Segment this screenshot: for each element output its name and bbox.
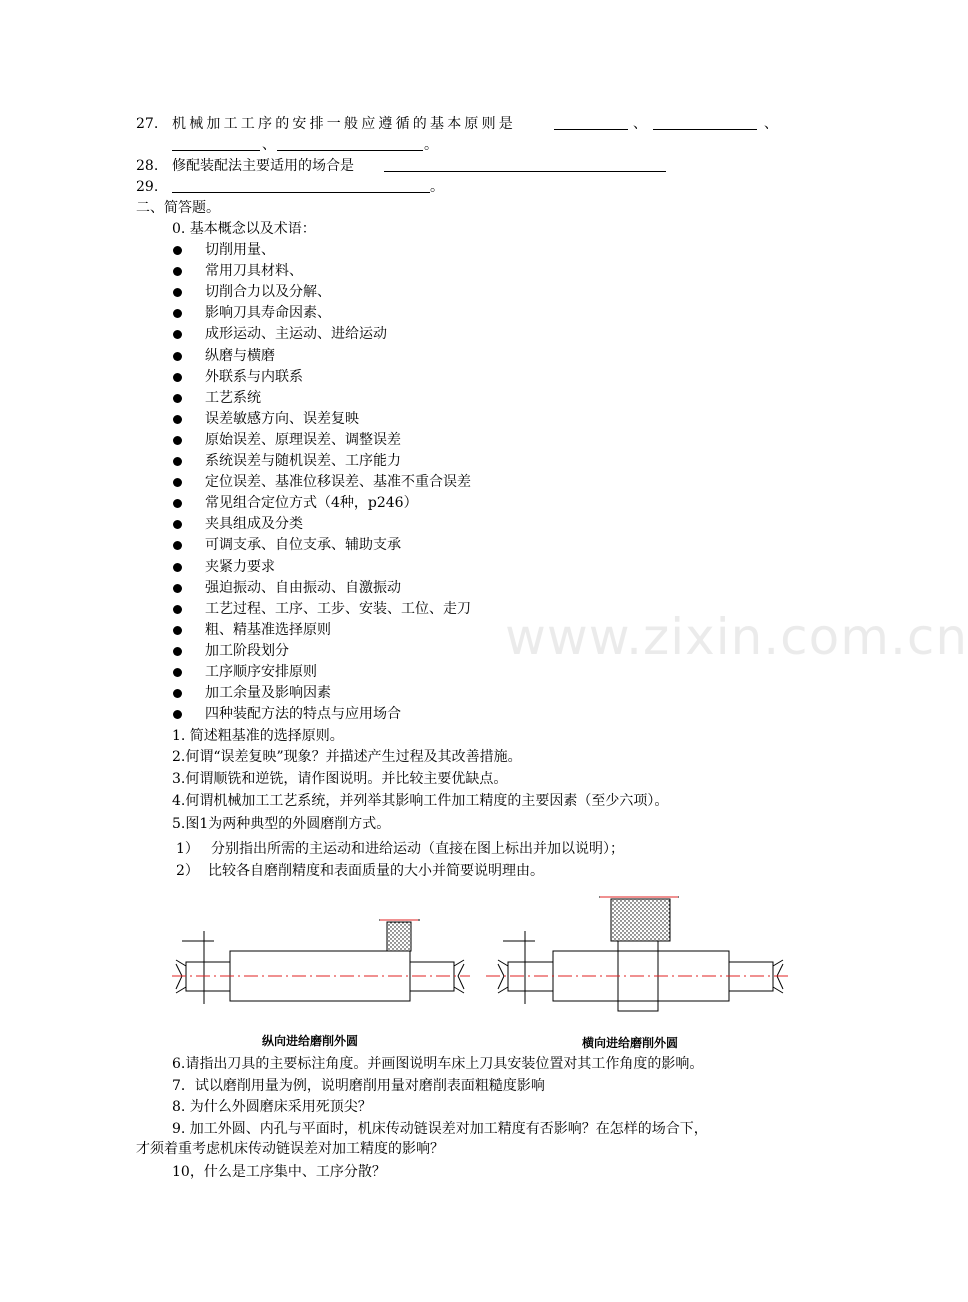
question-item: 8. 为什么外圆磨床采用死顶尖？ [172,1099,372,1115]
question-item: 6.请指出刀具的主要标注角度。并画图说明车床上刀具安装位置对其工作角度的影响。 [172,1056,704,1072]
concept-text: 外联系与内联系 [205,368,303,385]
concept-text: 四种装配方法的特点与应用场合 [205,706,401,723]
question-item: 2.何谓“误差复映”现象？并描述产生过程及其改善措施。 [172,749,522,765]
concept-text: 影响刀具寿命因素、 [205,305,331,322]
plunge-grinding-diagram [498,897,783,1011]
longitudinal-grinding-diagram [176,920,464,1004]
section-title: 二、简答题。 [136,200,220,216]
concept-text: 定位误差、基准位移误差、基准不重合误差 [205,474,471,491]
grinding-wheel-icon [387,922,411,951]
concept-text: 纵磨与横磨 [205,347,275,364]
subitem-number: 1） [176,841,199,857]
grinding-wheel-icon [611,899,670,941]
concept-text: 加工余量及影响因素 [205,685,331,702]
concept-text: 切削用量、 [205,242,275,258]
subitem-text: 分别指出所需的主运动和进给运动（直接在图上标出并加以说明）； [211,841,624,857]
period: 。 [424,137,438,153]
question-item: 5.图1为两种典型的外圆磨削方式。 [172,816,391,832]
concept-text: 常见组合定位方式（4种，p246） [205,495,418,512]
concept-text: 强迫振动、自由振动、自激振动 [205,579,401,596]
subitem-text: 比较各自磨削精度和表面质量的大小并简要说明理由。 [208,863,544,879]
question-number: 29. [136,179,159,195]
separator: 、 [262,137,276,153]
concept-text: 夹具组成及分类 [205,516,303,533]
concept-text: 加工阶段划分 [205,642,289,659]
concept-text: 粗、精基准选择原则 [205,621,331,638]
concepts-heading: 0. 基本概念以及术语： [172,221,316,237]
separator: 、 [633,116,647,132]
concept-text: 夹紧力要求 [205,558,275,575]
right-figure-caption: 横向进给磨削外圆 [582,1036,679,1050]
concept-text: 工序顺序安排原则 [205,664,317,680]
concept-text: 可调支承、自位支承、辅助支承 [205,537,401,554]
concept-text: 成形运动、主运动、进给运动 [205,326,387,343]
question-number: 28. [136,158,159,174]
question-item: 10，什么是工序集中、工序分散？ [172,1164,386,1180]
question-item: 3.何谓顺铣和逆铣，请作图说明。并比较主要优缺点。 [172,771,508,787]
left-figure-caption: 纵向进给磨削外圆 [262,1034,359,1048]
question-text: 修配装配法主要适用的场合是 [172,158,354,174]
concept-text: 切削合力以及分解、 [205,284,331,301]
question-item: 1. 简述粗基准的选择原则。 [172,728,344,744]
question-item: 7．试以磨削用量为例，说明磨削用量对磨削表面粗糙度影响 [172,1078,545,1094]
question-item: 4.何谓机械加工工艺系统，并列举其影响工件加工精度的主要因素（至少六项）。 [172,793,669,809]
question-text: 机械加工工序的安排一般应遵循的基本原则是 [172,116,516,132]
concept-text: 常用刀具材料、 [205,263,303,280]
concept-text: 工艺过程、工序、工步、安装、工位、走刀 [205,600,471,617]
watermark: www.zixin.com.cn [505,608,968,666]
question-number: 27. [136,116,159,132]
subitem-number: 2） [176,863,199,879]
concept-text: 工艺系统 [205,389,261,406]
concept-text: 误差敏感方向、误差复映 [205,410,359,427]
question-item: 9. 加工外圆、内孔与平面时，机床传动链误差对加工精度有否影响？在怎样的场合下， [172,1121,708,1137]
separator: 、 [764,116,778,132]
concept-text: 系统误差与随机误差、工序能力 [205,453,401,469]
period: 。 [430,179,444,195]
question-item: 才须着重考虑机床传动链误差对加工精度的影响？ [136,1141,444,1157]
concept-text: 原始误差、原理误差、调整误差 [205,431,401,448]
